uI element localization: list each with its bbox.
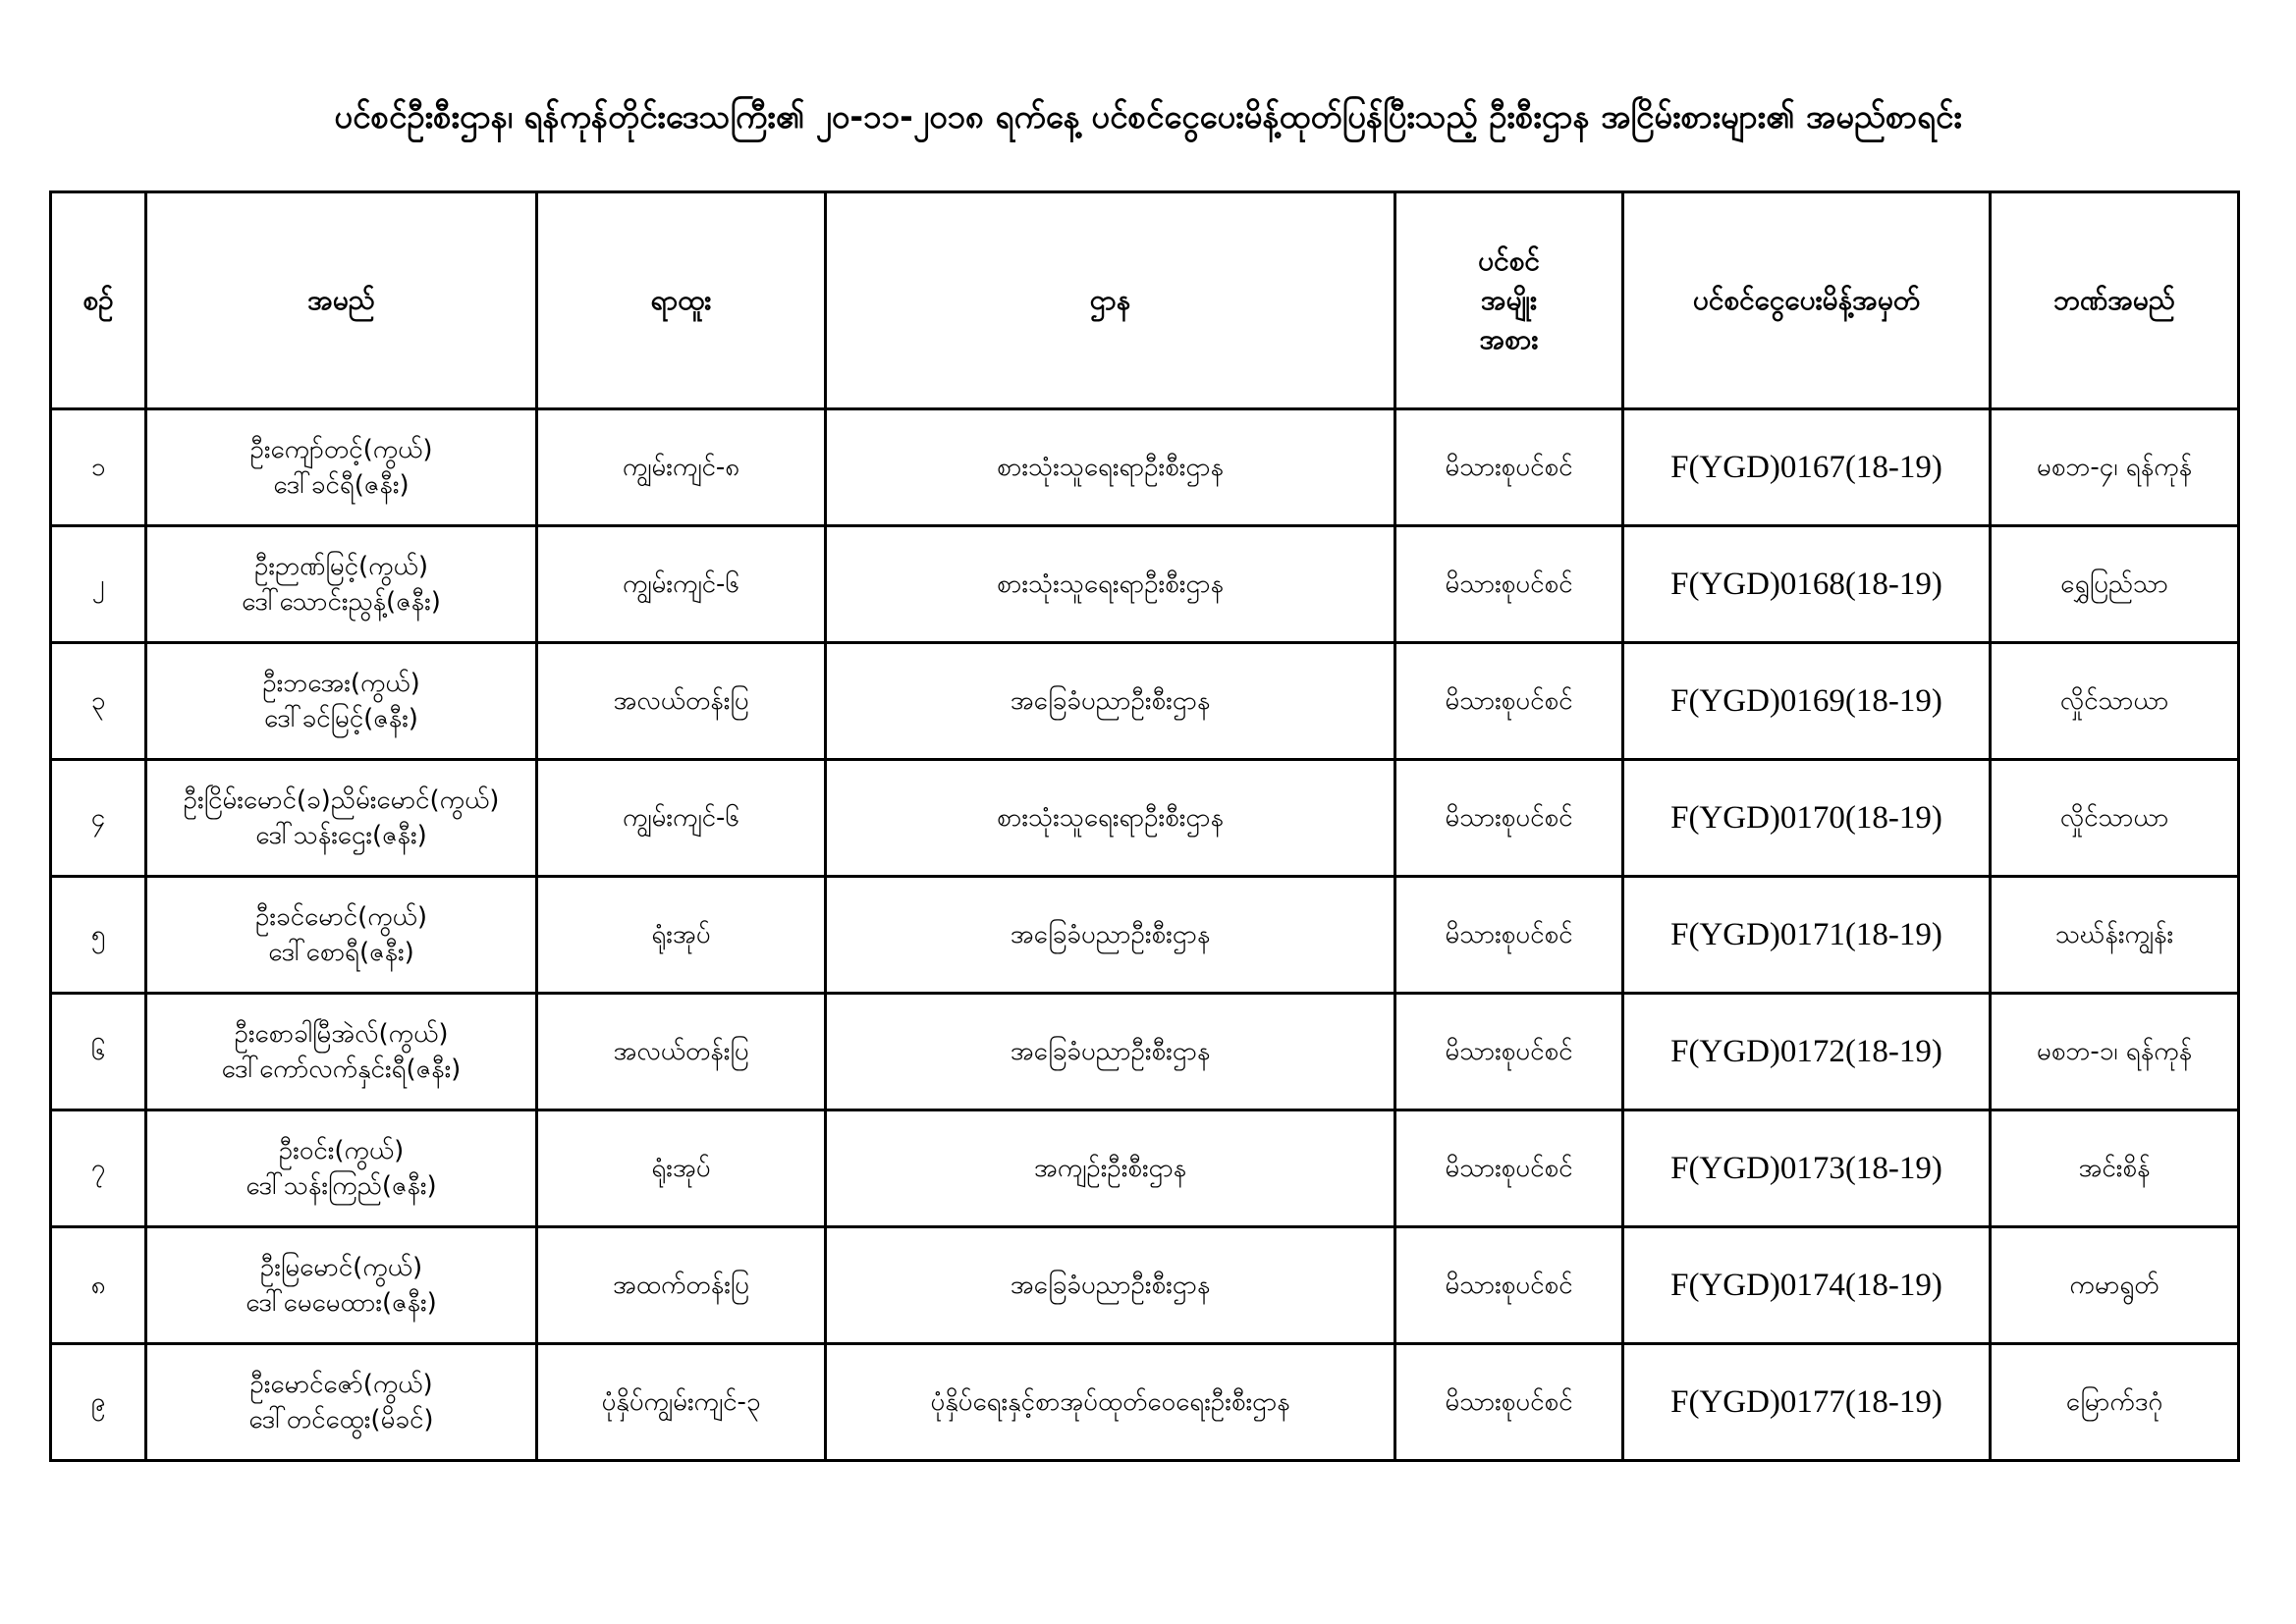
cell-no: ၂: [51, 526, 146, 643]
name-line-2: ဒေါ်သန်းကြည်(ဇနီး): [246, 1171, 437, 1201]
name-line-2: ဒေါ်ခင်ရီ(ဇနီး): [273, 470, 410, 500]
name-line-1: ဦးခင်မောင်(ကွယ်): [254, 902, 428, 932]
cell-bank: လှိုင်သာယာ: [1991, 643, 2239, 760]
cell-pension-type: မိသားစုပင်စင်: [1395, 1110, 1623, 1227]
cell-position: ကျွမ်းကျင်-၆: [537, 760, 826, 877]
cell-name: [146, 760, 537, 877]
cell-department: စားသုံးသူရေးရာဦးစီးဌာန: [826, 409, 1395, 526]
header-name: အမည်: [146, 192, 537, 409]
cell-department: အခြေခံပညာဦးစီးဌာန: [826, 643, 1395, 760]
cell-no: ၅: [51, 877, 146, 994]
header-pension-type: ပင်စင် အမျိုး အစား: [1395, 192, 1623, 409]
cell-no: ၉: [51, 1344, 146, 1461]
cell-bank: အင်းစိန်: [1991, 1110, 2239, 1227]
cell-no: ၈: [51, 1227, 146, 1344]
name-line-2: ဒေါ်ကော်လက်နှင်းရီ(ဇနီး): [221, 1055, 462, 1084]
cell-no: ၃: [51, 643, 146, 760]
pensioner-table: [49, 190, 2240, 1462]
name-line-1: ဦးငြိမ်းမောင်(ခ)ညိမ်းမောင်(ကွယ်): [183, 785, 500, 815]
cell-bank: လှိုင်သာယာ: [1991, 760, 2239, 877]
header-no: စဉ်: [51, 192, 146, 409]
name-line-2: ဒေါ်ခင်မြင့်(ဇနီး): [264, 704, 418, 733]
cell-no: ၁: [51, 409, 146, 526]
cell-permit-no: F(YGD)0177(18-19): [1623, 1344, 1991, 1461]
cell-pension-type: မိသားစုပင်စင်: [1395, 409, 1623, 526]
cell-permit-no: F(YGD)0171(18-19): [1623, 877, 1991, 994]
cell-no: ၄: [51, 760, 146, 877]
cell-position: အထက်တန်းပြ: [537, 1227, 826, 1344]
name-line-1: ဦးကျော်တင့်(ကွယ်): [249, 435, 433, 464]
name-line-2: ဒေါ်မေမေထား(ဇနီး): [246, 1288, 437, 1318]
name-line-2: ဒေါ်တင်ထွေး(မိခင်): [248, 1405, 434, 1435]
header-position: ရာထူး: [537, 192, 826, 409]
page-title: ပင်စင်ဦးစီးဌာန၊ ရန်ကုန်တိုင်းဒေသကြီး၏ ၂၀-၁၁-၂၀၁၈ ရက်နေ့ ပင်စင်ငွေပေးမိန့်ထုတ်ပြန်ပြီးသည့် ဦးစီးဌာန အငြိမ်းစားများ၏ အမည်စာရင်း: [334, 97, 1962, 135]
cell-permit-no: F(YGD)0174(18-19): [1623, 1227, 1991, 1344]
cell-permit-no: F(YGD)0168(18-19): [1623, 526, 1991, 643]
cell-name: [146, 1227, 537, 1344]
cell-position: ရုံးအုပ်: [537, 1110, 826, 1227]
table-row: [51, 409, 2239, 526]
cell-pension-type: မိသားစုပင်စင်: [1395, 994, 1623, 1110]
cell-department: အခြေခံပညာဦးစီးဌာန: [826, 877, 1395, 994]
name-line-1: ဦးဝင်း(ကွယ်): [278, 1136, 405, 1165]
cell-position: ရုံးအုပ်: [537, 877, 826, 994]
table-row: [51, 1110, 2239, 1227]
cell-bank: ရွှေပြည်သာ: [1991, 526, 2239, 643]
header-permit-no: ပင်စင်ငွေပေးမိန့်အမှတ်: [1623, 192, 1991, 409]
cell-department: စားသုံးသူရေးရာဦးစီးဌာန: [826, 760, 1395, 877]
cell-name: [146, 1344, 537, 1461]
cell-name: [146, 994, 537, 1110]
name-line-2: ဒေါ်သောင်းညွန့်(ဇနီး): [242, 587, 441, 617]
cell-pension-type: မိသားစုပင်စင်: [1395, 1344, 1623, 1461]
name-line-1: ဦးမောင်ဇော်(ကွယ်): [249, 1370, 433, 1399]
table-row: [51, 643, 2239, 760]
cell-position: အလယ်တန်းပြ: [537, 994, 826, 1110]
cell-bank: မစဘ-၄၊ ရန်ကုန်: [1991, 409, 2239, 526]
cell-department: ပုံနှိပ်ရေးနှင့်စာအုပ်ထုတ်ဝေရေးဦးစီးဌာန: [826, 1344, 1395, 1461]
table-row: [51, 1227, 2239, 1344]
table-row: [51, 1344, 2239, 1461]
cell-pension-type: မိသားစုပင်စင်: [1395, 1227, 1623, 1344]
table-header-row: [51, 192, 2239, 409]
cell-name: [146, 409, 537, 526]
table-row: [51, 994, 2239, 1110]
cell-bank: သဃ်န်းကျွန်း: [1991, 877, 2239, 994]
name-line-1: ဦးစောခါမြီအဲလ်(ကွယ်): [234, 1019, 449, 1049]
cell-department: အခြေခံပညာဦးစီးဌာန: [826, 994, 1395, 1110]
cell-permit-no: F(YGD)0172(18-19): [1623, 994, 1991, 1110]
cell-position: ပုံနှိပ်ကျွမ်းကျင်-၃: [537, 1344, 826, 1461]
name-line-1: ဦးမြမောင်(ကွယ်): [259, 1253, 423, 1282]
table-row: [51, 877, 2239, 994]
header-bank: ဘဏ်အမည်: [1991, 192, 2239, 409]
cell-permit-no: F(YGD)0170(18-19): [1623, 760, 1991, 877]
cell-no: ၆: [51, 994, 146, 1110]
cell-position: အလယ်တန်းပြ: [537, 643, 826, 760]
table-row: [51, 760, 2239, 877]
name-line-2: ဒေါ်သန်းဌေး(ဇနီး): [255, 821, 427, 850]
cell-name: [146, 877, 537, 994]
cell-permit-no: F(YGD)0173(18-19): [1623, 1110, 1991, 1227]
cell-department: စားသုံးသူရေးရာဦးစီးဌာန: [826, 526, 1395, 643]
cell-pension-type: မိသားစုပင်စင်: [1395, 526, 1623, 643]
cell-department: အခြေခံပညာဦးစီးဌာန: [826, 1227, 1395, 1344]
cell-position: ကျွမ်းကျင်-၆: [537, 526, 826, 643]
name-line-1: ဦးဉာဏ်မြင့်(ကွယ်): [254, 552, 428, 581]
cell-bank: မစဘ-၁၊ ရန်ကုန်: [1991, 994, 2239, 1110]
cell-department: အကျဉ်းဦးစီးဌာန: [826, 1110, 1395, 1227]
table-row: [51, 526, 2239, 643]
cell-no: ၇: [51, 1110, 146, 1227]
cell-permit-no: F(YGD)0167(18-19): [1623, 409, 1991, 526]
cell-name: [146, 1110, 537, 1227]
header-department: ဌာန: [826, 192, 1395, 409]
cell-position: ကျွမ်းကျင်-၈: [537, 409, 826, 526]
cell-name: [146, 526, 537, 643]
cell-pension-type: မိသားစုပင်စင်: [1395, 877, 1623, 994]
cell-name: [146, 643, 537, 760]
cell-pension-type: မိသားစုပင်စင်: [1395, 760, 1623, 877]
cell-bank: ကမာရွတ်: [1991, 1227, 2239, 1344]
cell-bank: မြောက်ဒဂုံ: [1991, 1344, 2239, 1461]
cell-pension-type: မိသားစုပင်စင်: [1395, 643, 1623, 760]
name-line-2: ဒေါ်စောရီ(ဇနီး): [268, 938, 414, 967]
name-line-1: ဦးဘအေး(ကွယ်): [262, 669, 420, 698]
cell-permit-no: F(YGD)0169(18-19): [1623, 643, 1991, 760]
